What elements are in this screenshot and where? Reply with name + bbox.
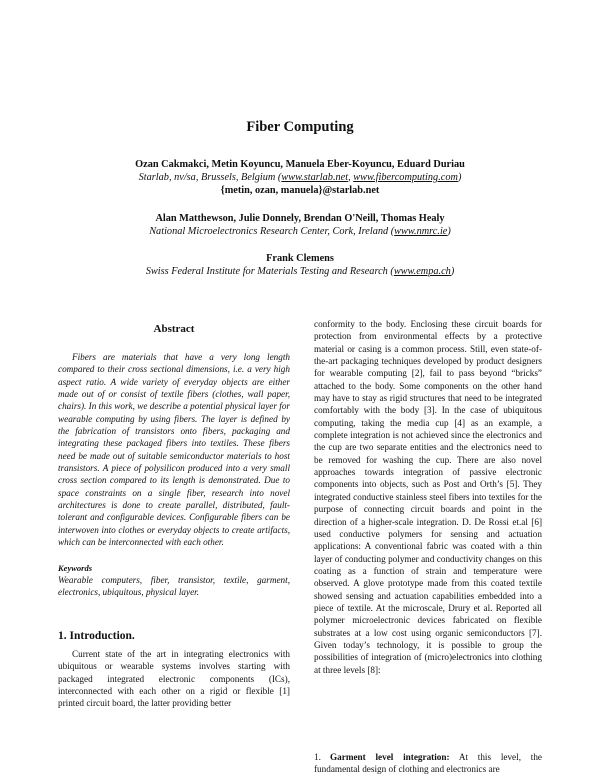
starlab-link[interactable]: www.starlab.net (281, 172, 349, 183)
list-item-text: At this level, the fundamental design of clothing and electronics are (314, 752, 542, 775)
nmrc-link[interactable]: www.nmrc.ie (394, 226, 448, 237)
list-item-label: Garment level integration: (330, 752, 450, 762)
affiliation-1-close: ) (457, 172, 462, 183)
affiliation-3-text: Swiss Federal Institute for Materials Testing and Research ( (145, 266, 394, 277)
affiliation-1 (0, 171, 600, 184)
abstract-body: Fibers are materials that have a very long length compared to their cross sectional dimensions, i.e. a very high aspect ratio. A wide variety of everyday objects are either made out of or consist of textile fibers (clothes, wall paper, chairs). In this work, we describe a potential physical layer for wearable computing by using fibers. The layer is defined by the fabrication of transistors onto fibers, packaging and integrating these packaged fibers into textiles. These fibers need be made out of suitable semiconductor materials to host transistors. A piece of polysilicon produced into a very small cross section compared to its length is demonstrated. Due to space constraints on a single fiber, research into novel architectures is done to create parallel, distributed, fault-tolerant and configurable devices. Configurable fibers can be interwoven into clothes or everyday objects to create artifacts, which can be interconnected with each other. (58, 352, 290, 548)
affiliation-2-close: ) (447, 226, 451, 237)
affiliation-2-text: National Microelectronics Research Center, Cork, Ireland ( (149, 226, 395, 237)
fibercomputing-link[interactable]: www.fibercomputing.com (353, 172, 458, 183)
affiliation-3-close: ) (450, 266, 455, 277)
authors-group-1: Ozan Cakmakci, Metin Koyuncu, Manuela Eber-Koyuncu, Eduard Duriau (135, 159, 465, 170)
empa-link[interactable]: www.empa.ch (393, 266, 451, 277)
affiliation-1-text: Starlab, nv/sa, Brussels, Belgium ( (138, 172, 282, 183)
list-item (314, 751, 542, 776)
introduction-body: Current state of the art in integrating electronics with ubiquitous or wearable systems involves starting with packaged integrated electronic components (ICs), interconnected with each other on a rigid or flexible [1] printed circuit board, the latter providing better (58, 649, 290, 709)
authors-group-3: Frank Clemens (266, 253, 334, 264)
right-column-body: conformity to the body. Enclosing these circuit boards for protection from environmental effects by a protective material or casing is a common process. Still, even state-of-the-art packaging techniques developed by product designers for wearable computing [2], fail to pass beyond “bricks” attached to the body. Some components on the other hand may have to stay as rigid structures that need to be integrated comfortably with the body [3]. In the case of ubiquitous computing, taking the media cup [4] as an example, a complete integration is not achieved since the electronics and the cup are two separate entities and the electronics need to be removed for washing the cup. There are also novel approaches towards integration of passive electronic components into objects, such as Post and Orth’s [5]. They integrated conductive stainless steel fibers into textiles for the purpose of connecting circuit boards and point in the direction of a higher-scale integration. D. De Rossi et.al [6] used conductive polymers for sensing and actuation applications: A conventional fabric was coated with a thin layer of conducting polymer and conductivity changes on this coating as a function of strain and temperature were observed. A glove prototype made from this coated textile showed sensing and actuation capabilities embedded into a piece of textile. At the microscale, Drury et al. Reported all polymer microelectronic devices fabricated on flexible substrates at a low cost using organic semiconductors [7]. Given today’s technology, it is possible to group the possibilities of integration of (micro)electronics into clothing at three levels [8]: (314, 319, 542, 675)
keywords-heading: Keywords (58, 563, 92, 573)
introduction-heading: 1. Introduction. (58, 630, 135, 642)
affiliation-3 (0, 265, 600, 278)
list-item-number: 1. (314, 752, 321, 762)
abstract-heading: Abstract (153, 323, 195, 335)
affiliation-2 (0, 225, 600, 238)
email-1: {metin, ozan, manuela}@starlab.net (220, 185, 380, 196)
affiliation-1-separator: , (348, 172, 354, 183)
paper-title: Fiber Computing (246, 119, 354, 135)
authors-group-2: Alan Matthewson, Julie Donnely, Brendan O'Neill, Thomas Healy (155, 213, 445, 224)
keywords-body: Wearable computers, fiber, transistor, textile, garment, electronics, ubiquitous, physical layer. (58, 575, 290, 598)
